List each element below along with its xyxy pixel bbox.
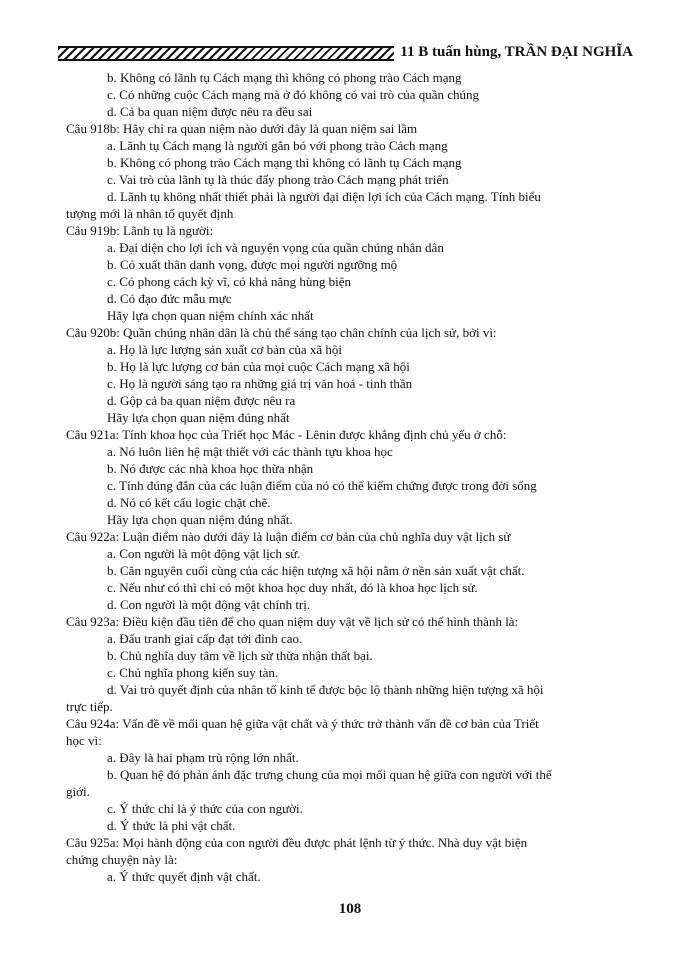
continuation-line: giới.: [66, 784, 90, 799]
answer-option: b. Quan hệ đó phản ánh đặc trưng chung của mọi mối quan hệ giữa con người với thế: [107, 767, 552, 782]
answer-option: a. Đại diện cho lợi ích và nguyện vọng của quần chúng nhân dân: [107, 240, 444, 255]
answer-option: Hãy lựa chọn quan niệm đúng nhất.: [107, 512, 293, 527]
answer-option: c. Ý thức chỉ là ý thức của con người.: [107, 801, 303, 816]
question-line: Câu 919b: Lãnh tụ là người:: [66, 223, 214, 238]
continuation-line: trực tiếp.: [66, 699, 113, 714]
answer-option: d. Gộp cả ba quan niệm được nêu ra: [107, 393, 296, 408]
answer-option: d. Ý thức là phi vật chất.: [107, 818, 236, 833]
answer-option: a. Đấu tranh giai cấp đạt tới đỉnh cao.: [107, 631, 303, 646]
answer-option: a. Đây là hai phạm trù rộng lớn nhất.: [107, 750, 299, 765]
continuation-line: tượng mới là nhân tố quyết định: [66, 206, 234, 221]
answer-option: c. Tính đúng đắn của các luận điểm của nó có thể kiểm chứng được trong đời sống: [107, 478, 537, 493]
answer-option: b. Họ là lực lượng cơ bản của mọi cuộc Cách mạng xã hội: [107, 359, 410, 374]
answer-option: c. Có những cuộc Cách mạng mà ở đó không có vai trò của quần chúng: [107, 87, 480, 102]
answer-option: c. Họ là người sáng tạo ra những giá trị văn hoá - tinh thần: [107, 376, 413, 391]
answer-option: d. Con người là một động vật chính trị.: [107, 597, 311, 612]
answer-option: d. Có đạo đức mẫu mực: [107, 291, 232, 306]
continuation-line: chứng chuyện này là:: [66, 852, 178, 867]
answer-option: d. Vai trò quyết định của nhân tố kinh tế được bộc lộ thành những hiện tượng xã hội: [107, 682, 544, 697]
question-line: Câu 920b: Quần chúng nhân dân là chủ thể sáng tạo chân chính của lịch sử, bởi vì:: [66, 325, 497, 340]
answer-option: c. Nếu như có thì chỉ có một khoa học duy nhất, đó là khoa học lịch sử.: [107, 580, 478, 595]
header-title: 11 B tuấn hùng, TRẦN ĐẠI NGHĨA: [394, 42, 636, 63]
answer-option: b. Chủ nghĩa duy tâm về lịch sử thừa nhận thất bại.: [107, 648, 373, 663]
page-number: 108: [338, 901, 362, 917]
question-line: Câu 922a: Luận điểm nào dưới đây là luận điểm cơ bản của chủ nghĩa duy vật lịch sử: [66, 529, 511, 544]
answer-option: a. Lãnh tụ Cách mạng là người gắn bó với phong trào Cách mạng: [107, 138, 448, 153]
answer-option: c. Có phong cách kỳ vĩ, có khả năng hùng biện: [107, 274, 352, 289]
answer-option: b. Có xuất thân danh vọng, được mọi người ngưỡng mộ: [107, 257, 398, 272]
document-body: [66, 69, 636, 885]
answer-option: c. Vai trò của lãnh tụ là thúc đẩy phong trào Cách mạng phát triển: [107, 172, 449, 187]
question-line: Câu 918b: Hãy chỉ ra quan niệm nào dưới đây là quan niệm sai lầm: [66, 121, 418, 136]
answer-option: b. Không có lãnh tụ Cách mạng thì không có phong trào Cách mạng: [107, 70, 462, 85]
answer-option: d. Cả ba quan niệm được nêu ra đều sai: [107, 104, 313, 119]
continuation-line: học vì:: [66, 733, 102, 748]
question-line: Câu 921a: Tính khoa học của Triết học Mác - Lênin được khẳng định chủ yếu ở chỗ:: [66, 427, 507, 442]
answer-option: b. Nó được các nhà khoa học thừa nhận: [107, 461, 314, 476]
answer-option: a. Nó luôn liên hệ mật thiết với các thành tựu khoa học: [107, 444, 393, 459]
answer-option: a. Con người là một động vật lịch sử.: [107, 546, 301, 561]
page-header: [58, 42, 636, 63]
answer-option: b. Căn nguyên cuối cùng của các hiện tượng xã hội nằm ở nền sản xuất vật chất.: [107, 563, 525, 578]
question-line: Câu 923a: Điều kiện đầu tiên để cho quan niệm duy vật về lịch sử có thể hình thành là:: [66, 614, 519, 629]
question-line: Câu 925a: Mọi hành động của con người đều được phát lệnh từ ý thức. Nhà duy vật biện: [66, 835, 528, 850]
answer-option: Hãy lựa chọn quan niệm chính xác nhất: [107, 308, 314, 323]
answer-option: Hãy lựa chọn quan niệm đúng nhất: [107, 410, 290, 425]
question-line: Câu 924a: Vấn đề về mối quan hệ giữa vật chất và ý thức trở thành vấn đề cơ bản của Triết: [66, 716, 539, 731]
answer-option: c. Chủ nghĩa phong kiến suy tàn.: [107, 665, 279, 680]
answer-option: a. Ý thức quyết định vật chất.: [107, 869, 261, 884]
answer-option: d. Lãnh tụ không nhất thiết phải là người đại diện lợi ích của Cách mạng. Tính biểu: [107, 189, 541, 204]
answer-option: b. Không có phong trào Cách mạng thì không có lãnh tụ Cách mạng: [107, 155, 462, 170]
answer-option: d. Nó có kết cấu logic chặt chẽ.: [107, 495, 271, 510]
answer-option: a. Họ là lực lượng sản xuất cơ bản của xã hội: [107, 342, 343, 357]
